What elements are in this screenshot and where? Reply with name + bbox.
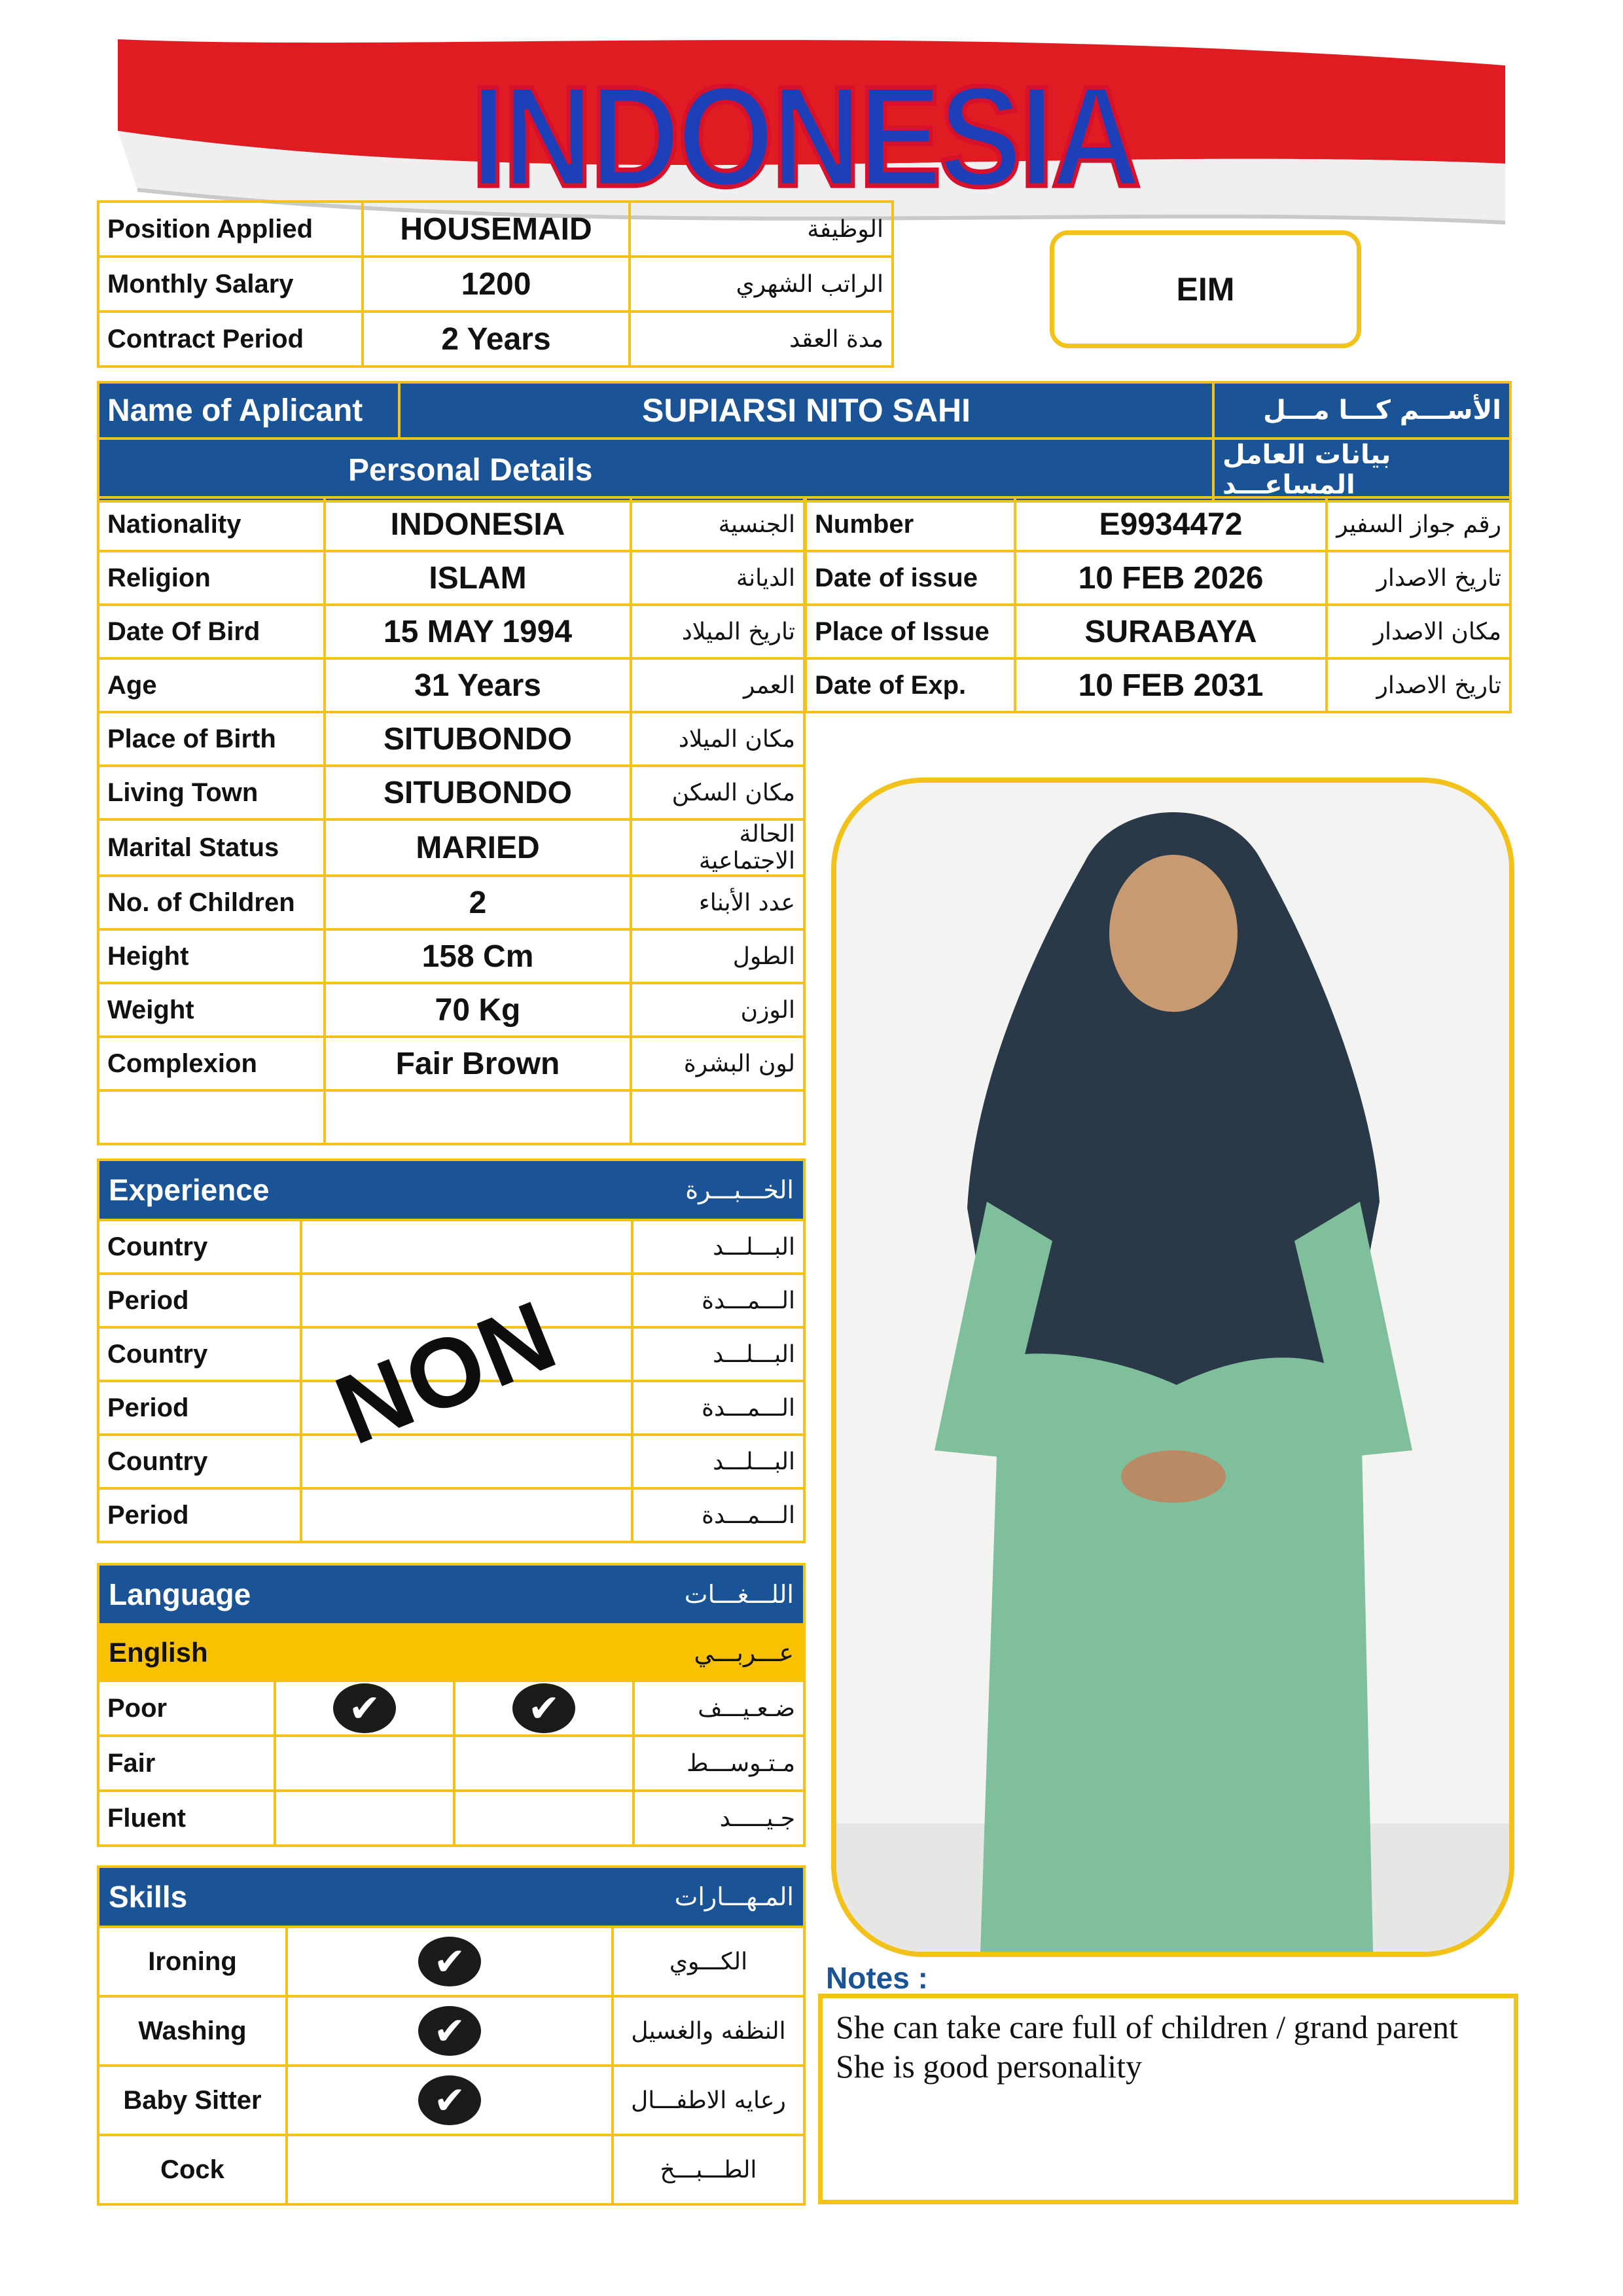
agency-code-box bbox=[1050, 230, 1361, 348]
passport-label: Number bbox=[806, 497, 1015, 551]
personal-label-ar: العمر bbox=[631, 658, 804, 712]
personal-row bbox=[98, 551, 804, 605]
job-row bbox=[98, 257, 893, 312]
skills-title-ar: المـهـــارات bbox=[674, 1882, 794, 1911]
language-table bbox=[97, 1679, 806, 1847]
passport-value: 10 FEB 2031 bbox=[1015, 658, 1327, 712]
passport-row bbox=[806, 605, 1510, 658]
passport-label-ar: تاريخ الاصدار bbox=[1327, 658, 1510, 712]
personal-value: ISLAM bbox=[325, 551, 631, 605]
language-english-cell bbox=[275, 1681, 454, 1736]
passport-label-ar: مكان الاصدار bbox=[1327, 605, 1510, 658]
personal-row bbox=[98, 929, 804, 983]
skill-label-ar: الكـــوي bbox=[613, 1927, 804, 1996]
skill-label-ar: الطـــبـــخ bbox=[613, 2135, 804, 2204]
applicant-header bbox=[97, 381, 1512, 503]
notes-line: She is good personality bbox=[836, 2048, 1143, 2085]
name-label: Name of Aplicant bbox=[98, 382, 399, 439]
skill-row bbox=[98, 1996, 804, 2066]
personal-label-ar: الجنسية bbox=[631, 497, 804, 551]
skill-check-cell bbox=[287, 2135, 613, 2204]
job-row bbox=[98, 202, 893, 257]
experience-label: Period bbox=[98, 1274, 301, 1327]
skill-row bbox=[98, 1927, 804, 1996]
personal-label: Religion bbox=[98, 551, 325, 605]
experience-row bbox=[98, 1488, 804, 1542]
blank-cell bbox=[98, 1090, 325, 1144]
skill-label: Washing bbox=[98, 1996, 287, 2066]
passport-label: Date of issue bbox=[806, 551, 1015, 605]
language-level-label: Fair bbox=[98, 1736, 275, 1791]
personal-label: Living Town bbox=[98, 766, 325, 819]
checkmark-icon: ✔ bbox=[512, 1683, 575, 1733]
experience-label-ar: البـــلـــد bbox=[632, 1220, 804, 1274]
skill-row bbox=[98, 2066, 804, 2135]
job-value: 2 Years bbox=[363, 312, 630, 367]
personal-value: INDONESIA bbox=[325, 497, 631, 551]
job-label-ar: الراتب الشهري bbox=[630, 257, 893, 312]
experience-row bbox=[98, 1220, 804, 1274]
personal-label: Age bbox=[98, 658, 325, 712]
personal-label-ar: لون البشرة bbox=[631, 1037, 804, 1090]
personal-value: 31 Years bbox=[325, 658, 631, 712]
personal-label-ar: مكان الميلاد bbox=[631, 712, 804, 766]
language-header bbox=[97, 1563, 806, 1626]
personal-label: Weight bbox=[98, 983, 325, 1037]
language-level-label: Poor bbox=[98, 1681, 275, 1736]
job-table bbox=[97, 200, 894, 368]
passport-table bbox=[804, 496, 1512, 713]
personal-label-ar: مكان السكن bbox=[631, 766, 804, 819]
personal-label-ar: الطول bbox=[631, 929, 804, 983]
passport-label: Date of Exp. bbox=[806, 658, 1015, 712]
personal-label-ar: الوزن bbox=[631, 983, 804, 1037]
personal-row bbox=[98, 605, 804, 658]
experience-label: Country bbox=[98, 1435, 301, 1488]
experience-label: Country bbox=[98, 1327, 301, 1381]
personal-value: 2 bbox=[325, 876, 631, 929]
personal-label: Date Of Bird bbox=[98, 605, 325, 658]
page-title: INDONESIA bbox=[471, 57, 1139, 217]
language-row bbox=[98, 1791, 804, 1846]
skills-table bbox=[97, 1926, 806, 2206]
experience-row bbox=[98, 1435, 804, 1488]
passport-row bbox=[806, 497, 1510, 551]
language-english-cell bbox=[275, 1791, 454, 1846]
personal-row bbox=[98, 658, 804, 712]
notes-box bbox=[818, 1994, 1518, 2204]
language-arabic-cell bbox=[454, 1681, 633, 1736]
personal-label: No. of Children bbox=[98, 876, 325, 929]
experience-value bbox=[301, 1488, 632, 1542]
skill-check-cell bbox=[287, 1927, 613, 1996]
personal-row bbox=[98, 766, 804, 819]
language-row bbox=[98, 1736, 804, 1791]
personal-value: 158 Cm bbox=[325, 929, 631, 983]
personal-label: Place of Birth bbox=[98, 712, 325, 766]
checkmark-icon: ✔ bbox=[333, 1683, 396, 1733]
personal-label: Nationality bbox=[98, 497, 325, 551]
personal-details-label-ar: بيانات العامل المساعـــد bbox=[1213, 439, 1510, 501]
personal-details-label: Personal Details bbox=[98, 439, 1213, 501]
language-row bbox=[98, 1681, 804, 1736]
job-label-ar: مدة العقد bbox=[630, 312, 893, 367]
skills-title: Skills bbox=[109, 1880, 188, 1914]
job-label: Position Applied bbox=[98, 202, 363, 257]
personal-value: SITUBONDO bbox=[325, 766, 631, 819]
experience-label-ar: الـــمـــدة bbox=[632, 1488, 804, 1542]
applicant-photo bbox=[831, 778, 1514, 1957]
personal-row bbox=[98, 712, 804, 766]
personal-label: Complexion bbox=[98, 1037, 325, 1090]
language-level-label-ar: ضـعـيـــف bbox=[633, 1681, 804, 1736]
experience-label: Period bbox=[98, 1488, 301, 1542]
passport-row bbox=[806, 551, 1510, 605]
passport-label-ar: رقم جواز السفير bbox=[1327, 497, 1510, 551]
experience-label: Country bbox=[98, 1220, 301, 1274]
job-label: Monthly Salary bbox=[98, 257, 363, 312]
blank-cell bbox=[325, 1090, 631, 1144]
job-value: 1200 bbox=[363, 257, 630, 312]
language-level-label-ar: جـيـــــد bbox=[633, 1791, 804, 1846]
checkmark-icon: ✔ bbox=[418, 2075, 481, 2125]
personal-row bbox=[98, 983, 804, 1037]
skill-label: Cock bbox=[98, 2135, 287, 2204]
non-stamp: NON bbox=[321, 1278, 573, 1465]
agency-code: EIM bbox=[1176, 271, 1235, 308]
language-col-arabic: عـــربـــي bbox=[694, 1638, 794, 1667]
language-col-english: English bbox=[109, 1637, 208, 1668]
experience-header bbox=[97, 1158, 806, 1221]
job-label-ar: الوظيفة bbox=[630, 202, 893, 257]
personal-label-ar: الحالة الاجتماعية bbox=[631, 819, 804, 876]
personal-value: 15 MAY 1994 bbox=[325, 605, 631, 658]
passport-value: 10 FEB 2026 bbox=[1015, 551, 1327, 605]
skill-label-ar: رعايه الاطفـــال bbox=[613, 2066, 804, 2135]
language-arabic-cell bbox=[454, 1736, 633, 1791]
personal-value: Fair Brown bbox=[325, 1037, 631, 1090]
personal-label-ar: تاريخ الميلاد bbox=[631, 605, 804, 658]
language-english-cell bbox=[275, 1736, 454, 1791]
checkmark-icon: ✔ bbox=[418, 1937, 481, 1986]
personal-label-ar: الديانة bbox=[631, 551, 804, 605]
personal-label: Marital Status bbox=[98, 819, 325, 876]
job-label: Contract Period bbox=[98, 312, 363, 367]
passport-label: Place of Issue bbox=[806, 605, 1015, 658]
language-title-ar: اللـــغـــات bbox=[684, 1580, 794, 1609]
experience-title-ar: الخـــبـــرة bbox=[685, 1175, 794, 1204]
skill-label-ar: النظفه والغسيل bbox=[613, 1996, 804, 2066]
skill-row bbox=[98, 2135, 804, 2204]
skill-check-cell bbox=[287, 1996, 613, 2066]
passport-value: SURABAYA bbox=[1015, 605, 1327, 658]
language-title: Language bbox=[109, 1577, 251, 1611]
notes-title: Notes : bbox=[826, 1961, 928, 1995]
language-subheader bbox=[97, 1623, 806, 1682]
applicant-name: SUPIARSI NITO SAHI bbox=[399, 382, 1213, 439]
experience-label-ar: الـــمـــدة bbox=[632, 1381, 804, 1435]
language-level-label-ar: مـتـوســـط bbox=[633, 1736, 804, 1791]
name-label-ar: الأســـم كـــا مـــل bbox=[1213, 382, 1510, 439]
notes-line: She can take care full of children / grand parent bbox=[836, 2009, 1458, 2045]
blank-cell bbox=[631, 1090, 804, 1144]
language-arabic-cell bbox=[454, 1791, 633, 1846]
language-level-label: Fluent bbox=[98, 1791, 275, 1846]
job-value: HOUSEMAID bbox=[363, 202, 630, 257]
personal-label: Height bbox=[98, 929, 325, 983]
personal-value: SITUBONDO bbox=[325, 712, 631, 766]
experience-title: Experience bbox=[109, 1173, 270, 1207]
personal-row bbox=[98, 497, 804, 551]
personal-row bbox=[98, 876, 804, 929]
experience-value bbox=[301, 1435, 632, 1488]
experience-label-ar: الـــمـــدة bbox=[632, 1274, 804, 1327]
personal-value: 70 Kg bbox=[325, 983, 631, 1037]
skill-label: Ironing bbox=[98, 1927, 287, 1996]
personal-label-ar: عدد الأبناء bbox=[631, 876, 804, 929]
passport-row bbox=[806, 658, 1510, 712]
skill-label: Baby Sitter bbox=[98, 2066, 287, 2135]
personal-table bbox=[97, 496, 806, 1145]
personal-row bbox=[98, 819, 804, 876]
passport-value: E9934472 bbox=[1015, 497, 1327, 551]
experience-label: Period bbox=[98, 1381, 301, 1435]
checkmark-icon: ✔ bbox=[418, 2006, 481, 2056]
skill-check-cell bbox=[287, 2066, 613, 2135]
skills-header bbox=[97, 1865, 806, 1928]
experience-label-ar: البـــلـــد bbox=[632, 1327, 804, 1381]
job-row bbox=[98, 312, 893, 367]
passport-label-ar: تاريخ الاصدار bbox=[1327, 551, 1510, 605]
experience-label-ar: البـــلـــد bbox=[632, 1435, 804, 1488]
personal-row-blank bbox=[98, 1090, 804, 1144]
experience-value bbox=[301, 1220, 632, 1274]
personal-row bbox=[98, 1037, 804, 1090]
personal-value: MARIED bbox=[325, 819, 631, 876]
